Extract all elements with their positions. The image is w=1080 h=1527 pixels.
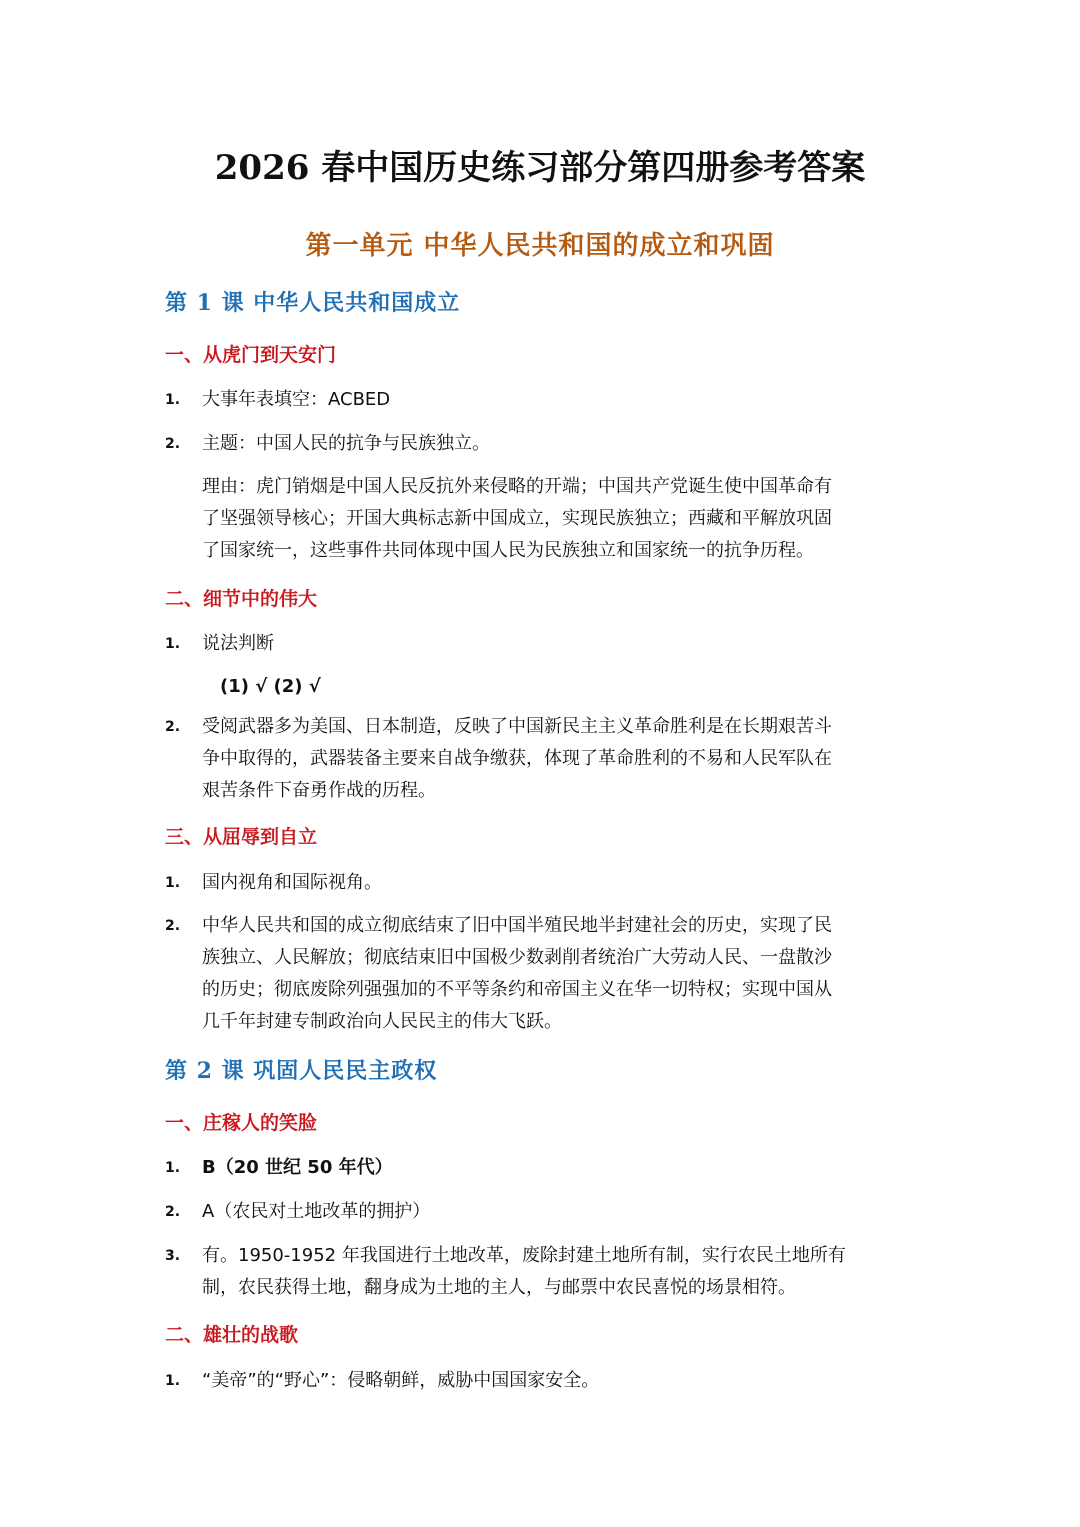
reason-line-2: 了坚强领导核心；开国大典标志新中国成立，实现民族独立；西藏和平解放巩固 bbox=[202, 508, 832, 529]
l1-s2-line-2: 争中取得的，武器装备主要来自战争缴获，体现了革命胜利的不易和人民军队在 bbox=[202, 748, 832, 769]
l2-section-2-title: 二、雄壮的战歌 bbox=[165, 1324, 299, 1346]
l1-s2-line-1: 受阅武器多为美国、日本制造，反映了中国新民主主义革命胜利是在长期艰苦斗 bbox=[202, 716, 832, 737]
l1-section-1-title: 一、从虎门到天安门 bbox=[165, 344, 337, 366]
l1-s2-item-1-text: 说法判断 bbox=[202, 633, 274, 654]
l1-s1-item-1-text: 大事年表填空：ACBED bbox=[202, 389, 391, 410]
l1-s3-line-2: 族独立、人民解放；彻底结束旧中国极少数剥削者统治广大劳动人民、一盘散沙 bbox=[202, 947, 832, 968]
l1-s3-item-1-text: 国内视角和国际视角。 bbox=[202, 872, 382, 893]
l1-s3-line-4: 几千年封建专制政治向人民民主的伟大飞跃。 bbox=[202, 1011, 562, 1032]
l2-s1-item-2-text: A（农民对土地改革的拥护） bbox=[202, 1201, 431, 1222]
l2-s1-item-1-text: B（20 世纪 50 年代） bbox=[202, 1157, 393, 1178]
l2-s1-line-2: 制，农民获得土地，翻身成为土地的主人，与邮票中农民喜悦的场景相符。 bbox=[202, 1277, 796, 1298]
lesson-1-title: 第 1 课 中华人民共和国成立 bbox=[165, 290, 461, 316]
l2-section-1-title: 一、庄稼人的笑脸 bbox=[165, 1112, 318, 1134]
unit-title: 第一单元 中华人民共和国的成立和巩固 bbox=[305, 231, 775, 261]
l2-s2-item-1-number: 1. bbox=[165, 1373, 181, 1389]
l1-s3-item-2-number: 2. bbox=[165, 918, 181, 934]
l1-section-2-title: 二、细节中的伟大 bbox=[165, 588, 318, 610]
l1-s1-item-2-text: 主题：中国人民的抗争与民族独立。 bbox=[202, 433, 490, 454]
l2-s1-item-3-paragraph bbox=[202, 1240, 902, 1304]
reason-line-3: 了国家统一，这些事件共同体现中国人民为民族独立和国家统一的抗争历程。 bbox=[202, 540, 814, 561]
document-title: 2026 春中国历史练习部分第四册参考答案 bbox=[214, 148, 866, 188]
l2-s2-item-1-text: “美帝”的“野心”：侵略朝鲜，威胁中国国家安全。 bbox=[202, 1370, 600, 1391]
l2-s1-item-2-number: 2. bbox=[165, 1204, 181, 1220]
l1-s1-reason-paragraph bbox=[202, 471, 902, 567]
l1-s3-line-3: 的历史；彻底废除列强强加的不平等条约和帝国主义在华一切特权；实现中国从 bbox=[202, 979, 832, 1000]
l1-s1-item-1-number: 1. bbox=[165, 392, 181, 408]
l2-s1-line-1: 有。1950-1952 年我国进行土地改革，废除封建土地所有制，实行农民土地所有 bbox=[202, 1245, 846, 1266]
l1-s3-item-1-number: 1. bbox=[165, 875, 181, 891]
l1-s2-item-2-paragraph bbox=[202, 711, 902, 807]
lesson-2-title: 第 2 课 巩固人民民主政权 bbox=[165, 1058, 438, 1084]
l1-s2-judgement-answers: (1) √ (2) √ bbox=[220, 676, 321, 697]
l1-s1-item-2-number: 2. bbox=[165, 436, 181, 452]
l1-s2-item-2-number: 2. bbox=[165, 719, 181, 735]
l2-s1-item-1-number: 1. bbox=[165, 1160, 181, 1176]
reason-line-1: 理由：虎门销烟是中国人民反抗外来侵略的开端；中国共产党诞生使中国革命有 bbox=[202, 476, 832, 497]
l2-s1-item-3-number: 3. bbox=[165, 1248, 181, 1264]
l1-s2-line-3: 艰苦条件下奋勇作战的历程。 bbox=[202, 780, 436, 801]
l1-section-3-title: 三、从屈辱到自立 bbox=[165, 826, 318, 848]
l1-s3-item-2-paragraph bbox=[202, 910, 902, 1038]
l1-s3-line-1: 中华人民共和国的成立彻底结束了旧中国半殖民地半封建社会的历史，实现了民 bbox=[202, 915, 832, 936]
l1-s2-item-1-number: 1. bbox=[165, 636, 181, 652]
